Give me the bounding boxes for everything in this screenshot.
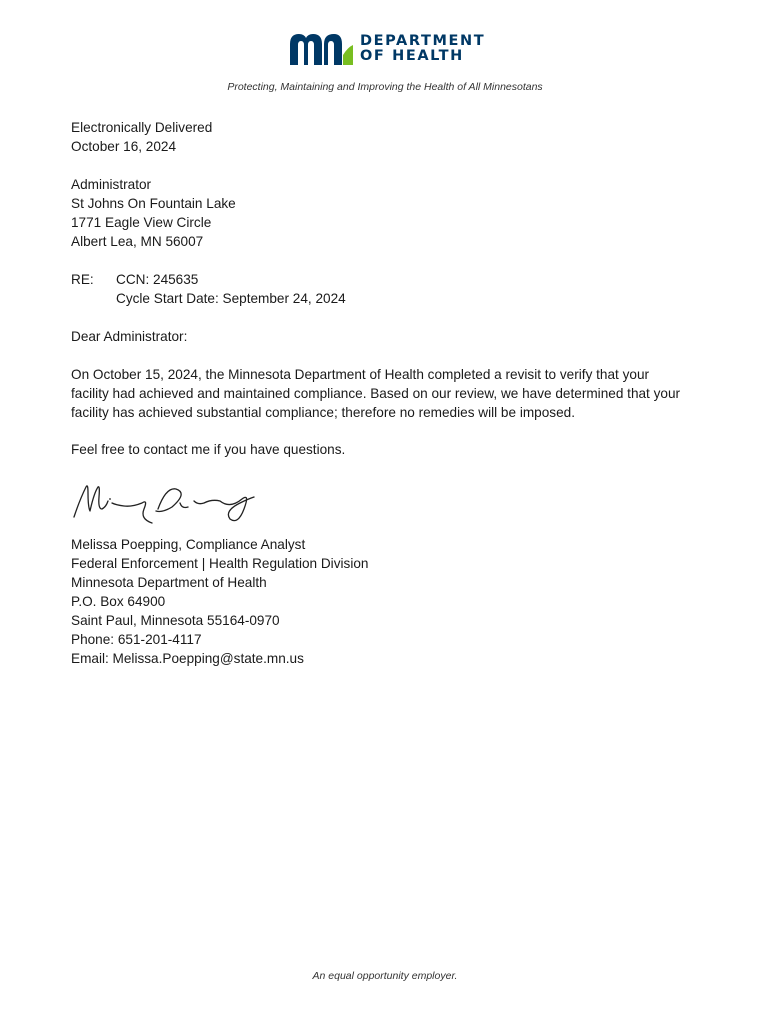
recipient-title: Administrator	[71, 177, 152, 192]
signer-phone: Phone: 651-201-4117	[71, 632, 202, 647]
signer-name: Melissa Poepping, Compliance Analyst	[71, 537, 306, 552]
signer-po-box: P.O. Box 64900	[71, 594, 166, 609]
re-ccn: CCN: 245635	[116, 272, 199, 287]
logo-line-2: OF HEALTH	[360, 48, 464, 64]
salutation: Dear Administrator:	[71, 329, 188, 344]
mn-logo-icon	[290, 33, 354, 65]
logo-line-1: DEPARTMENT	[360, 33, 486, 49]
footer-note: An equal opportunity employer.	[312, 970, 458, 982]
recipient-city: Albert Lea, MN 56007	[71, 234, 204, 249]
signer-org: Minnesota Department of Health	[71, 575, 267, 590]
signer-unit: Federal Enforcement | Health Regulation Division	[71, 556, 369, 571]
recipient-facility: St Johns On Fountain Lake	[71, 196, 236, 211]
body-line-1: On October 15, 2024, the Minnesota Department of Health completed a revisit to verify that your	[71, 367, 650, 382]
closing-line: Feel free to contact me if you have questions.	[71, 442, 346, 457]
signer-email: Email: Melissa.Poepping@state.mn.us	[71, 651, 304, 666]
re-label: RE:	[71, 272, 94, 287]
logo-wordmark	[360, 34, 485, 64]
delivery-method: Electronically Delivered	[71, 120, 213, 135]
recipient-street: 1771 Eagle View Circle	[71, 215, 212, 230]
letter-date: October 16, 2024	[71, 139, 177, 154]
mdh-logo	[290, 33, 486, 65]
signer-city: Saint Paul, Minnesota 55164-0970	[71, 613, 280, 628]
tagline: Protecting, Maintaining and Improving the Health of All Minnesotans	[227, 81, 543, 93]
re-cycle-date: Cycle Start Date: September 24, 2024	[116, 291, 346, 306]
body-line-2: facility had achieved and maintained compliance. Based on our review, we have determined that your	[71, 386, 681, 401]
body-line-3: facility has achieved substantial compliance; therefore no remedies will be imposed.	[71, 405, 575, 420]
handwritten-signature	[70, 479, 260, 531]
